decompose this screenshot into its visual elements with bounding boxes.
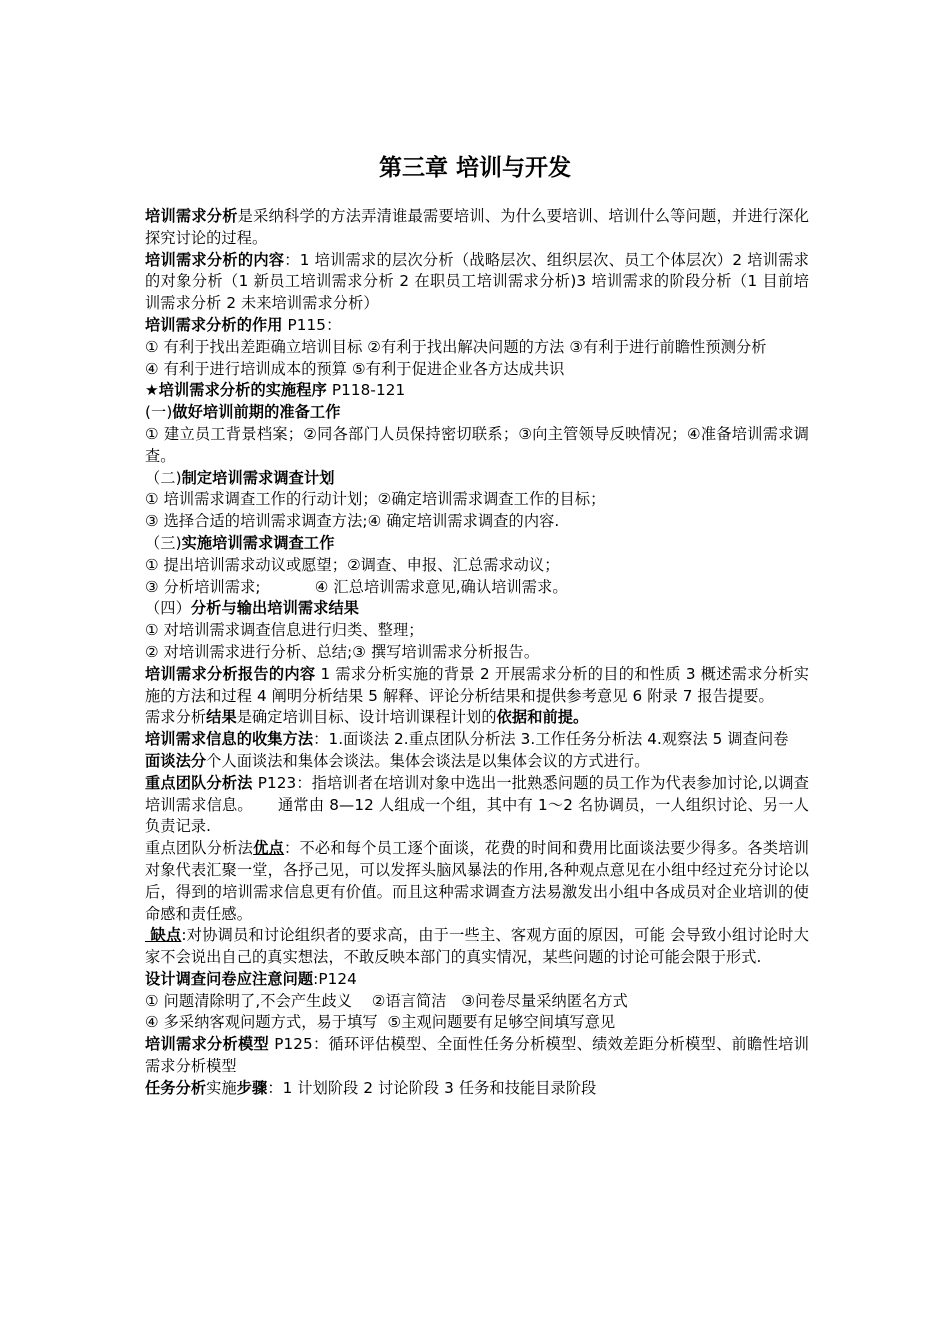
list-line: ① 对培训需求调查信息进行归类、整理； [145,621,424,640]
page-ref: P115： [282,315,342,334]
paragraph-text: P125：循环评估模型、全面性任务分析模型、绩效差距分析模型、前瞻性培训需求分析模型 [145,1035,809,1076]
term: 优点 [253,839,285,858]
step-number: （三) [145,533,182,552]
heading-questionnaire [145,969,809,991]
paragraph-text: 个人面谈法和集体会谈法。集体会谈法是以集体会议的方式进行。 [206,751,650,770]
list-line: ④ 有利于进行培训成本的预算 ⑤有利于促进企业各方达成共识 [145,359,565,378]
heading-procedure [145,380,809,402]
step-title: 制定培训需求调查计划 [181,468,335,487]
page-ref: P118-121 [326,381,406,400]
list-line: ① 提出培训需求动议或愿望；②调查、申报、汇总需求动议； [145,555,560,574]
paragraph-models [145,1034,809,1078]
paragraph-text: 实施 [206,1078,237,1097]
term: 步骤 [236,1078,268,1097]
paragraph-definition [145,206,809,250]
term: 设计调查问卷应注意问题 [145,969,314,988]
list-line: ③ 分析培训需求; ④ 汇总培训需求意见,确认培训需求。 [145,577,568,596]
page-ref: :P124 [313,969,357,988]
term: 培训需求分析 [145,207,238,225]
paragraph-interview [145,751,809,773]
step-title: 分析与输出培训需求结果 [190,599,360,618]
paragraph-text: ：1 培训需求的层次分析（战略层次、组织层次、员工个体层次）2 培训需求的对象分析（1 新员工培训需求分析 2 在职员工培训需求分析)3 培训需求的阶段分析（1 目前培训需求分析 2 未来培训需求分析） [145,250,809,313]
paragraph-text: ：1 计划阶段 2 讨论阶段 3 任务和技能目录阶段 [267,1078,597,1097]
paragraph-text: 重点团队分析法 [145,839,254,858]
term: 培训需求信息的收集方法 [145,730,314,749]
paragraph-methods [145,729,809,751]
paragraph-disadvantages [145,925,809,969]
term: 重点团队分析法 [145,773,253,792]
paragraph-text: 需求分析 [145,708,207,727]
heading-role [145,315,809,337]
step-number: （四） [145,599,191,618]
paragraph-text: :对协调员和讨论组织者的要求高，由于一些主、客观方面的原因，可能 会导致小组讨论时大家不会说出自己的真实想法，不敢反映本部门的真实情况，某些问题的讨论可能会限于形式. [145,926,809,967]
term: 依据和前提。 [496,708,589,727]
term: 面谈法分 [145,751,207,770]
step-number: (一) [145,403,173,422]
paragraph-task-analysis [145,1078,809,1100]
paragraph-report [145,664,809,708]
term: 任务分析 [145,1078,207,1097]
chapter-title: 第三章 培训与开发 [378,155,571,181]
list-line: ① 建立员工背景档案；②同各部门人员保持密切联系；③向主管领导反映情况；④准备培训需求调查。 [145,424,809,465]
term: 培训需求分析模型 [145,1035,270,1054]
term: 缺点 [145,926,182,945]
term: 培训需求分析的作用 [145,315,283,334]
step-heading [145,598,809,620]
step-title: 实施培训需求调查工作 [181,533,335,552]
term: 培训需求分析的内容 [145,250,285,269]
paragraph-text: ：1.面谈法 2.重点团队分析法 3.工作任务分析法 4.观察法 5 调查问卷 [313,730,789,749]
paragraph-text: 是采纳科学的方法弄清谁最需要培训、为什么要培训、培训什么等问题，并进行深化探究讨论的过程。 [145,207,809,247]
term: 结果 [206,708,237,727]
list-line: ① 有利于找出差距确立培训目标 ②有利于找出解决问题的方法 ③有利于进行前瞻性预测分析 [145,337,767,356]
term: ★培训需求分析的实施程序 [145,381,327,400]
step-heading [145,402,809,424]
paragraph-advantages [145,838,809,925]
step-number: （二) [145,468,182,487]
list-line: ③ 选择合适的培训需求调查方法;④ 确定培训需求调查的内容. [145,512,560,531]
paragraph-text: ：不必和每个员工逐个面谈，花费的时间和费用比面谈法要少得多。各类培训对象代表汇聚一堂，各抒己见，可以发挥头脑风暴法的作用,各种观点意见在小组中经过充分讨论以后，得到的培训需求信息更有价值。而且这种需求调查方法易激发出小组中各成员对企业培训的使命感和责任感。 [145,839,809,923]
step-title: 做好培训前期的准备工作 [172,403,341,422]
paragraph-text: 是确定培训目标、设计培训课程计划的 [236,708,497,727]
paragraph-text: 1 需求分析实施的背景 2 开展需求分析的目的和性质 3 概述需求分析实施的方法和过程 4 阐明分析结果 5 解释、评论分析结果和提供参考意见 6 附录 7 报告提要。 [145,664,810,705]
paragraph-text: P123：指培训者在培训对象中选出一批熟悉问题的员工作为代表参加讨论,以调查培训需求信息。 通常由 8—12 人组成一个组，其中有 1～2 名协调员，一人组织讨论、另一人负责记录. [145,773,810,836]
step-heading [145,533,809,555]
paragraph-result [145,707,809,729]
document-body [145,206,809,1100]
list-line: ① 问题清除明了,不会产生歧义 ②语言简洁 ③问卷尽量采纳匿名方式 [145,991,628,1010]
list-line: ② 对培训需求进行分析、总结;③ 撰写培训需求分析报告。 [145,642,540,661]
list-line: ④ 多采纳客观问题方式，易于填写 ⑤主观问题要有足够空间填写意见 [145,1013,616,1032]
step-heading [145,468,809,490]
list-line: ① 培训需求调查工作的行动计划；②确定培训需求调查工作的目标； [145,490,606,509]
paragraph-content [145,250,809,315]
term: 培训需求分析报告的内容 [145,664,316,683]
paragraph-focus-group [145,773,809,838]
